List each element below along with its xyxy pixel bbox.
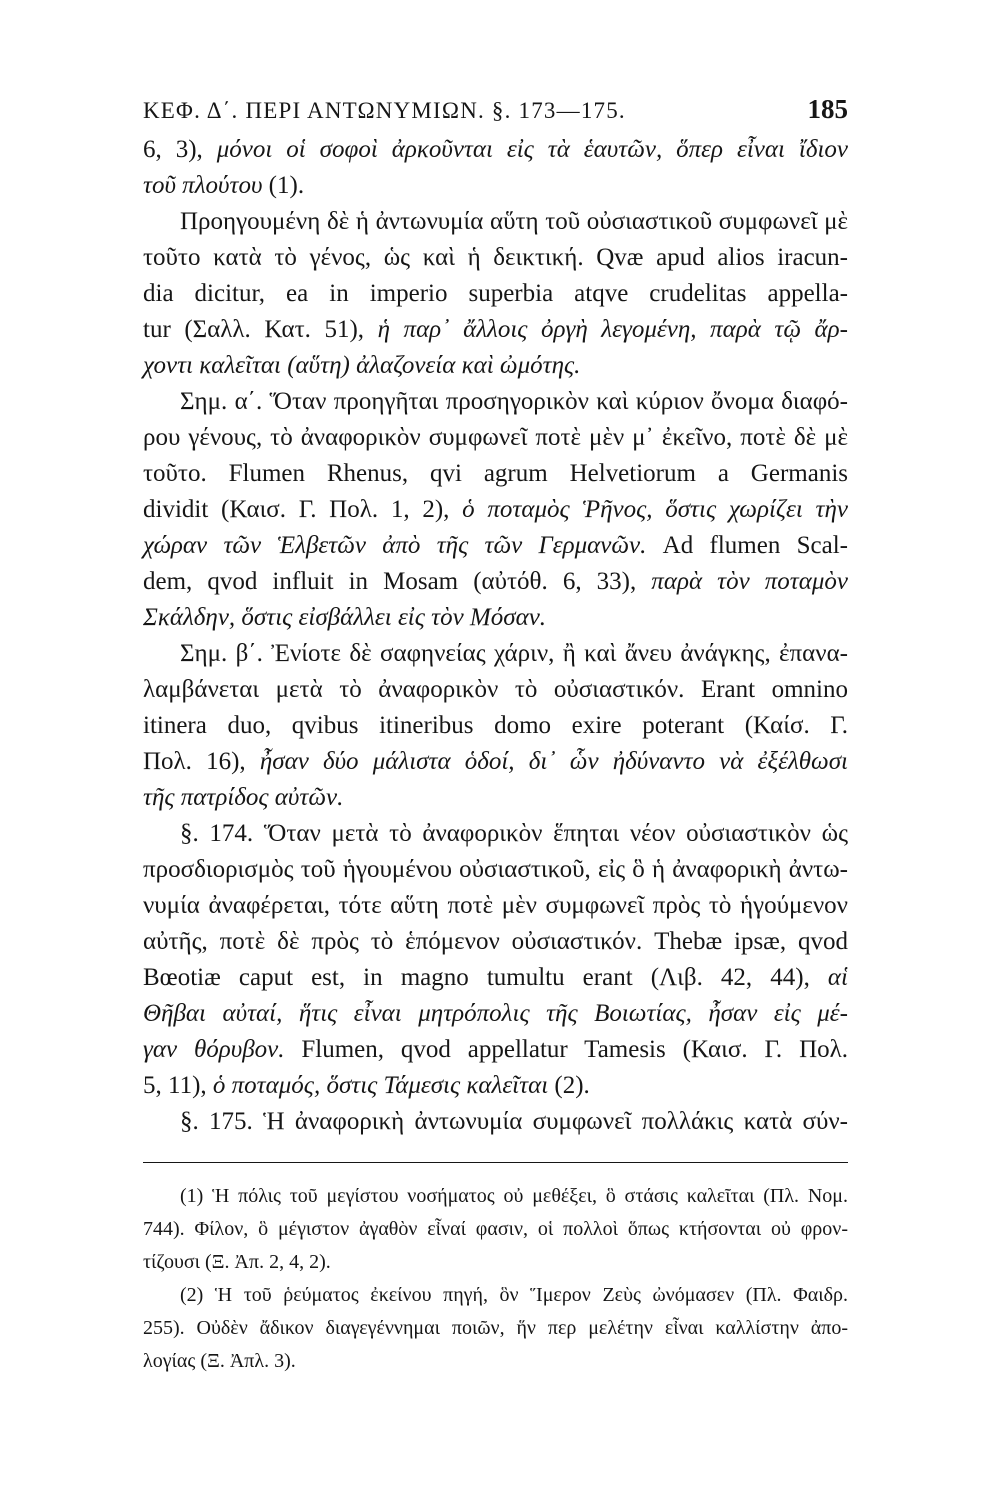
text-line — [143, 744, 848, 780]
line-content — [143, 132, 848, 168]
italic-text: μόνοι οἱ σοφοὶ ἀρκοῦνται εἰς τὰ ἑαυτῶν, ὅπερ εἶναι ἴδιον — [216, 136, 849, 163]
paragraph — [143, 204, 848, 384]
roman-text: λογίας (Ξ. Ἀπλ. 3). — [143, 1350, 296, 1372]
roman-text: dia dicitur, ea in imperio superbia atqve crudelitas appella- — [143, 280, 848, 307]
text-line — [143, 1246, 848, 1279]
roman-text: προσδιορισμὸς τοῦ ἡγουμένου οὐσιαστικοῦ, εἰς ὃ ἡ ἀναφορικὴ ἀντω- — [143, 856, 848, 883]
text-line — [143, 1345, 848, 1378]
italic-text: τοῦ πλούτου — [143, 172, 263, 199]
line-content — [143, 312, 848, 348]
text-line — [143, 240, 848, 276]
text-line — [143, 348, 848, 384]
roman-text: Προηγουμένη δὲ ἡ ἀντωνυμία αὕτη τοῦ οὐσιαστικοῦ συμφωνεῖ μὲ — [180, 208, 848, 235]
roman-text: Flumen, qvod appellatur Tamesis (Καισ. Γ. Πολ. — [284, 1036, 849, 1063]
paragraph — [143, 636, 848, 816]
text-line — [143, 1312, 848, 1345]
line-content — [180, 384, 848, 420]
line-content — [180, 1180, 848, 1213]
text-line — [143, 924, 848, 960]
text-line — [143, 636, 848, 672]
text-line — [143, 420, 848, 456]
line-content — [143, 888, 848, 924]
line-content — [180, 636, 848, 672]
italic-text: παρὰ τὸν ποταμὸν — [651, 568, 848, 595]
text-line — [143, 780, 848, 816]
main-text — [143, 132, 848, 1140]
line-content — [143, 852, 848, 888]
line-content — [143, 1246, 331, 1279]
text-line — [143, 600, 848, 636]
line-content — [143, 708, 848, 744]
italic-text: ὁ ποταμὸς Ῥῆνος, ὅστις χωρίζει τὴν — [462, 496, 848, 523]
paragraph — [143, 1104, 848, 1140]
roman-text: (2). — [548, 1072, 590, 1099]
italic-text: γαν θόρυβον. — [143, 1036, 285, 1063]
text-line — [143, 168, 848, 204]
text-line — [143, 816, 848, 852]
line-content — [143, 564, 848, 600]
text-line — [143, 960, 848, 996]
paragraph — [143, 132, 848, 204]
roman-text: dividit (Καισ. Γ. Πολ. 1, 2), — [143, 496, 463, 523]
roman-text: Ἡ τοῦ ῥεύματος ἐκείνου πηγή, ὃν Ἵμερον Ζεὺς ὠνόμασεν (Πλ. Φαιδρ. — [214, 1284, 849, 1306]
roman-text: νυμία ἀναφέρεται, τότε αὕτη ποτὲ μὲν συμφωνεῖ πρὸς τὸ ἡγούμενον — [143, 892, 848, 919]
line-content — [143, 276, 848, 312]
text-line — [143, 852, 848, 888]
roman-text: itinera duo, qvibus itineribus domo exire poterant (Καίσ. Γ. — [143, 712, 848, 739]
line-content — [143, 996, 848, 1032]
roman-text: Πολ. 16), — [143, 748, 260, 775]
line-content — [143, 168, 304, 204]
roman-text: Ἡ πόλις τοῦ μεγίστου νοσήματος οὐ μεθέξει, ὃ στάσις καλεῖται (Πλ. Νομ. — [212, 1185, 848, 1207]
roman-text: dem, qvod influit in Mosam (αὐτόθ. 6, 33), — [143, 568, 652, 595]
line-content — [143, 1345, 296, 1378]
paragraph — [143, 384, 848, 636]
text-line — [143, 1213, 848, 1246]
footnote-marker: (1) — [180, 1185, 204, 1207]
italic-text: ἡ παρ᾽ ἄλλοις ὀργὴ λεγομένη, παρὰ τῷ ἄρ- — [377, 316, 848, 343]
roman-text: 744). Φίλον, ὃ μέγιστον ἀγαθὸν εἶναί φασιν, οἱ πολλοὶ ὅπως κτήσονται οὐ φρον- — [143, 1218, 848, 1240]
footnote — [143, 1180, 848, 1279]
italic-text: Θῆβαι αὐταί, ἥτις εἶναι μητρόπολις τῆς Βοιωτίας, ἦσαν εἰς μέ- — [143, 1000, 848, 1027]
line-content — [143, 1068, 590, 1104]
line-content — [143, 492, 848, 528]
line-content — [143, 1032, 848, 1068]
text-line — [143, 204, 848, 240]
roman-text: tur (Σαλλ. Κατ. 51), — [143, 316, 378, 343]
roman-text: §. 174. Ὅταν μετὰ τὸ ἀναφορικὸν ἕπηται νέον οὐσιαστικὸν ὡς — [180, 820, 848, 847]
text-line — [143, 1279, 848, 1312]
running-header — [143, 94, 848, 124]
line-content — [180, 1104, 848, 1140]
line-content — [180, 816, 848, 852]
text-line — [143, 888, 848, 924]
line-content — [143, 528, 848, 564]
text-line — [143, 1104, 848, 1140]
roman-text: Σημ. α΄. Ὅταν προηγῆται προσηγορικὸν καὶ κύριον ὄνομα διαφό- — [180, 388, 848, 415]
roman-text: τίζουσι (Ξ. Ἀπ. 2, 4, 2). — [143, 1251, 331, 1273]
text-line — [143, 492, 848, 528]
line-content — [143, 600, 546, 636]
line-content — [143, 1213, 848, 1246]
roman-text: §. 175. Ἡ ἀναφορικὴ ἀντωνυμία συμφωνεῖ πολλάκις κατὰ σύν- — [180, 1108, 848, 1135]
line-content — [143, 744, 848, 780]
text-line — [143, 564, 848, 600]
footnote-marker: (2) — [180, 1284, 204, 1306]
roman-text: λαμβάνεται μετὰ τὸ ἀναφορικὸν τὸ οὐσιαστικόν. Erant omnino — [143, 676, 848, 703]
line-content — [143, 960, 848, 996]
footnote-separator — [143, 1162, 848, 1163]
text-line — [143, 1068, 848, 1104]
line-content — [143, 672, 848, 708]
italic-text: Σκάλδην, ὅστις εἰσβάλλει εἰς τὸν Μόσαν. — [143, 604, 547, 631]
italic-text: ἦσαν δύο μάλιστα ὁδοί, δι᾽ ὧν ἠδύναντο νὰ ἐξέλθωσι — [259, 748, 848, 775]
text-line — [143, 996, 848, 1032]
text-line — [143, 1032, 848, 1068]
text-line — [143, 672, 848, 708]
text-line — [143, 276, 848, 312]
italic-text: χοντι καλεῖται (αὕτη) ἀλαζονεία καὶ ὠμότης. — [143, 352, 581, 379]
roman-text: ρου γένους, τὸ ἀναφορικὸν συμφωνεῖ ποτὲ μὲν μ᾽ ἐκεῖνο, ποτὲ δὲ μὲ — [143, 424, 848, 451]
italic-text: αἱ — [827, 964, 848, 991]
italic-text: ὁ ποταμός, ὅστις Τάμεσις καλεῖται — [212, 1072, 549, 1099]
footnotes — [143, 1180, 848, 1378]
roman-text: τοῦτο. Flumen Rhenus, qvi agrum Helvetiorum a Germanis — [143, 460, 848, 487]
line-content — [180, 1279, 848, 1312]
roman-text: 5, 11), — [143, 1072, 213, 1099]
footnote — [143, 1279, 848, 1378]
roman-text: Σημ. β΄. Ἐνίοτε δὲ σαφηνείας χάριν, ἢ καὶ ἄνευ ἀνάγκης, ἐπανα- — [180, 640, 848, 667]
line-content — [143, 1312, 848, 1345]
line-content — [143, 420, 848, 456]
text-line — [143, 708, 848, 744]
line-content — [143, 780, 343, 816]
text-line — [143, 132, 848, 168]
running-title: ΚΕΦ. Δ΄. ΠΕΡΙ ΑΝΤΩΝΥΜΙΩΝ. §. 173—175. — [143, 98, 626, 123]
page-number: 185 — [807, 94, 848, 124]
line-content — [143, 456, 848, 492]
paragraph — [143, 816, 848, 1104]
text-line — [143, 1180, 848, 1213]
roman-text: Bœotiæ caput est, in magno tumultu erant (Λιβ. 42, 44), — [143, 964, 828, 991]
italic-text: τῆς πατρίδος αὐτῶν. — [143, 784, 344, 811]
line-content — [143, 348, 580, 384]
line-content — [143, 924, 848, 960]
roman-text: (1). — [262, 172, 305, 199]
roman-text: Ad flumen Scal- — [646, 532, 848, 559]
roman-text: 255). Οὐδὲν ἄδικον διαγεγέννημαι ποιῶν, ἥν περ μελέτην εἶναι καλλίστην ἀπο- — [143, 1317, 848, 1339]
line-content — [180, 204, 848, 240]
text-line — [143, 456, 848, 492]
roman-text: αὐτῆς, ποτὲ δὲ πρὸς τὸ ἑπόμενον οὐσιαστικόν. Thebæ ipsæ, qvod — [143, 928, 848, 955]
line-content — [143, 240, 848, 276]
roman-text: 6, 3), — [143, 136, 217, 163]
italic-text: χώραν τῶν Ἑλβετῶν ἀπὸ τῆς τῶν Γερμανῶν. — [143, 532, 647, 559]
roman-text: τοῦτο κατὰ τὸ γένος, ὡς καὶ ἡ δεικτική. Qvæ apud alios iracun- — [143, 244, 848, 271]
text-line — [143, 312, 848, 348]
text-line — [143, 528, 848, 564]
text-line — [143, 384, 848, 420]
